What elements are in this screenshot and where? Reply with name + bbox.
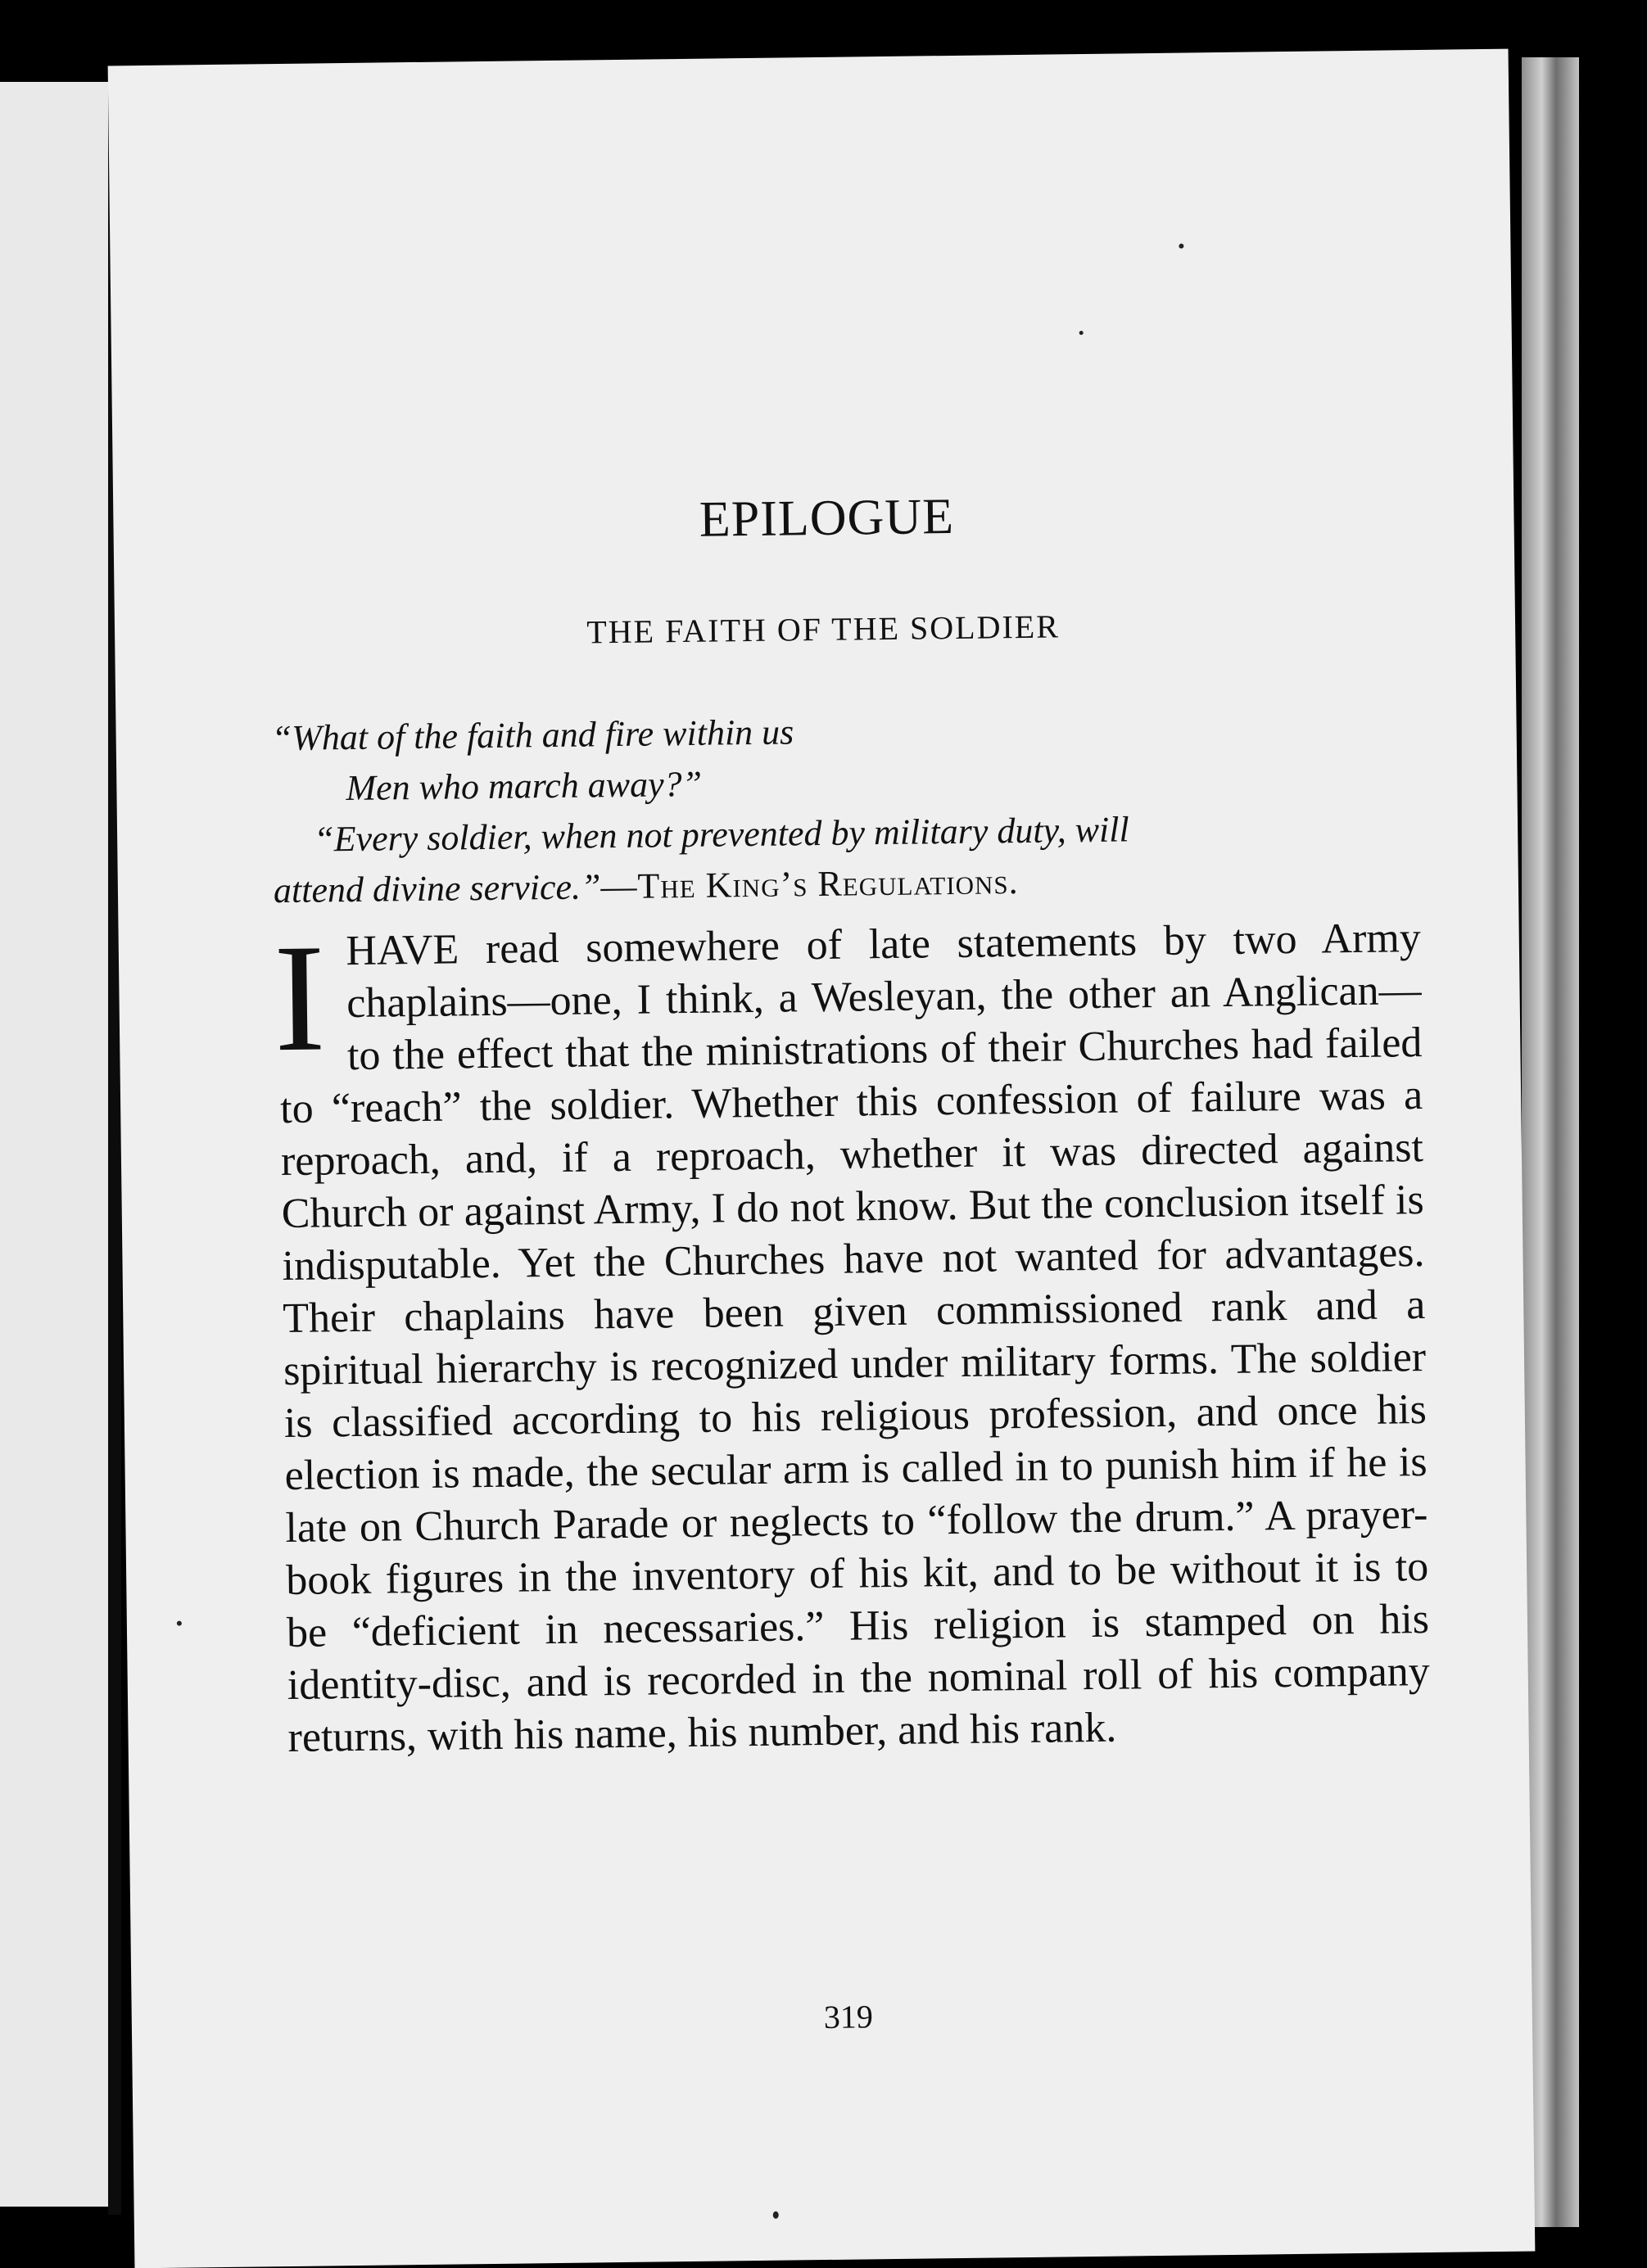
drop-cap: I xyxy=(273,911,327,1084)
page-number: 319 xyxy=(823,1998,874,2036)
ink-speck xyxy=(773,2212,779,2219)
chapter-subheading: THE FAITH OF THE SOLDIER xyxy=(586,608,1061,651)
ink-speck xyxy=(1179,244,1183,249)
ink-speck xyxy=(177,1621,182,1626)
book-page xyxy=(108,49,1536,2268)
epigraph-attribution: —The King’s Regulations. xyxy=(600,861,1019,907)
body-paragraph xyxy=(273,911,1431,1764)
epigraph-line-3: “Every soldier, when not prevented by military duty, will xyxy=(313,809,1129,860)
body-text: HAVE read somewhere of late statements by two Army chaplains—one, I think, a Wesleyan, the other an Anglican—to the effect that the ministrations of their Churches had failed to “reach” the soldier. Whether this confession of failure was a reproach, and, if a reproach, whether it was directed against Church or against Army, I do not know. But the conclusion itself is indisputable. Yet the Churches have not wanted for advantages. Their chaplains have been given commissioned rank and a spiritual hierarchy is recognized under military forms. The soldier is classified according to his religious profession, and once his election is made, the secular arm is called in to punish him if he is late on Church Parade or neglects to “follow the drum.” A prayer-book figures in the inventory of his kit, and to be without it is to be “deficient in necessaries.” His religion is stamped on his identity-disc, and is recorded in the nominal roll of his company returns, with his name, his number, and his rank. xyxy=(279,915,1431,1762)
epigraph-line-2: Men who march away?” xyxy=(346,763,703,809)
chapter-heading: EPILOGUE xyxy=(699,488,955,548)
epigraph-line-4-quote: attend divine service.” xyxy=(273,866,601,911)
epigraph xyxy=(271,700,1363,916)
ink-speck xyxy=(1079,331,1084,335)
facing-page xyxy=(0,82,108,2207)
epigraph-line-1: “What of the faith and fire within us xyxy=(271,712,794,759)
